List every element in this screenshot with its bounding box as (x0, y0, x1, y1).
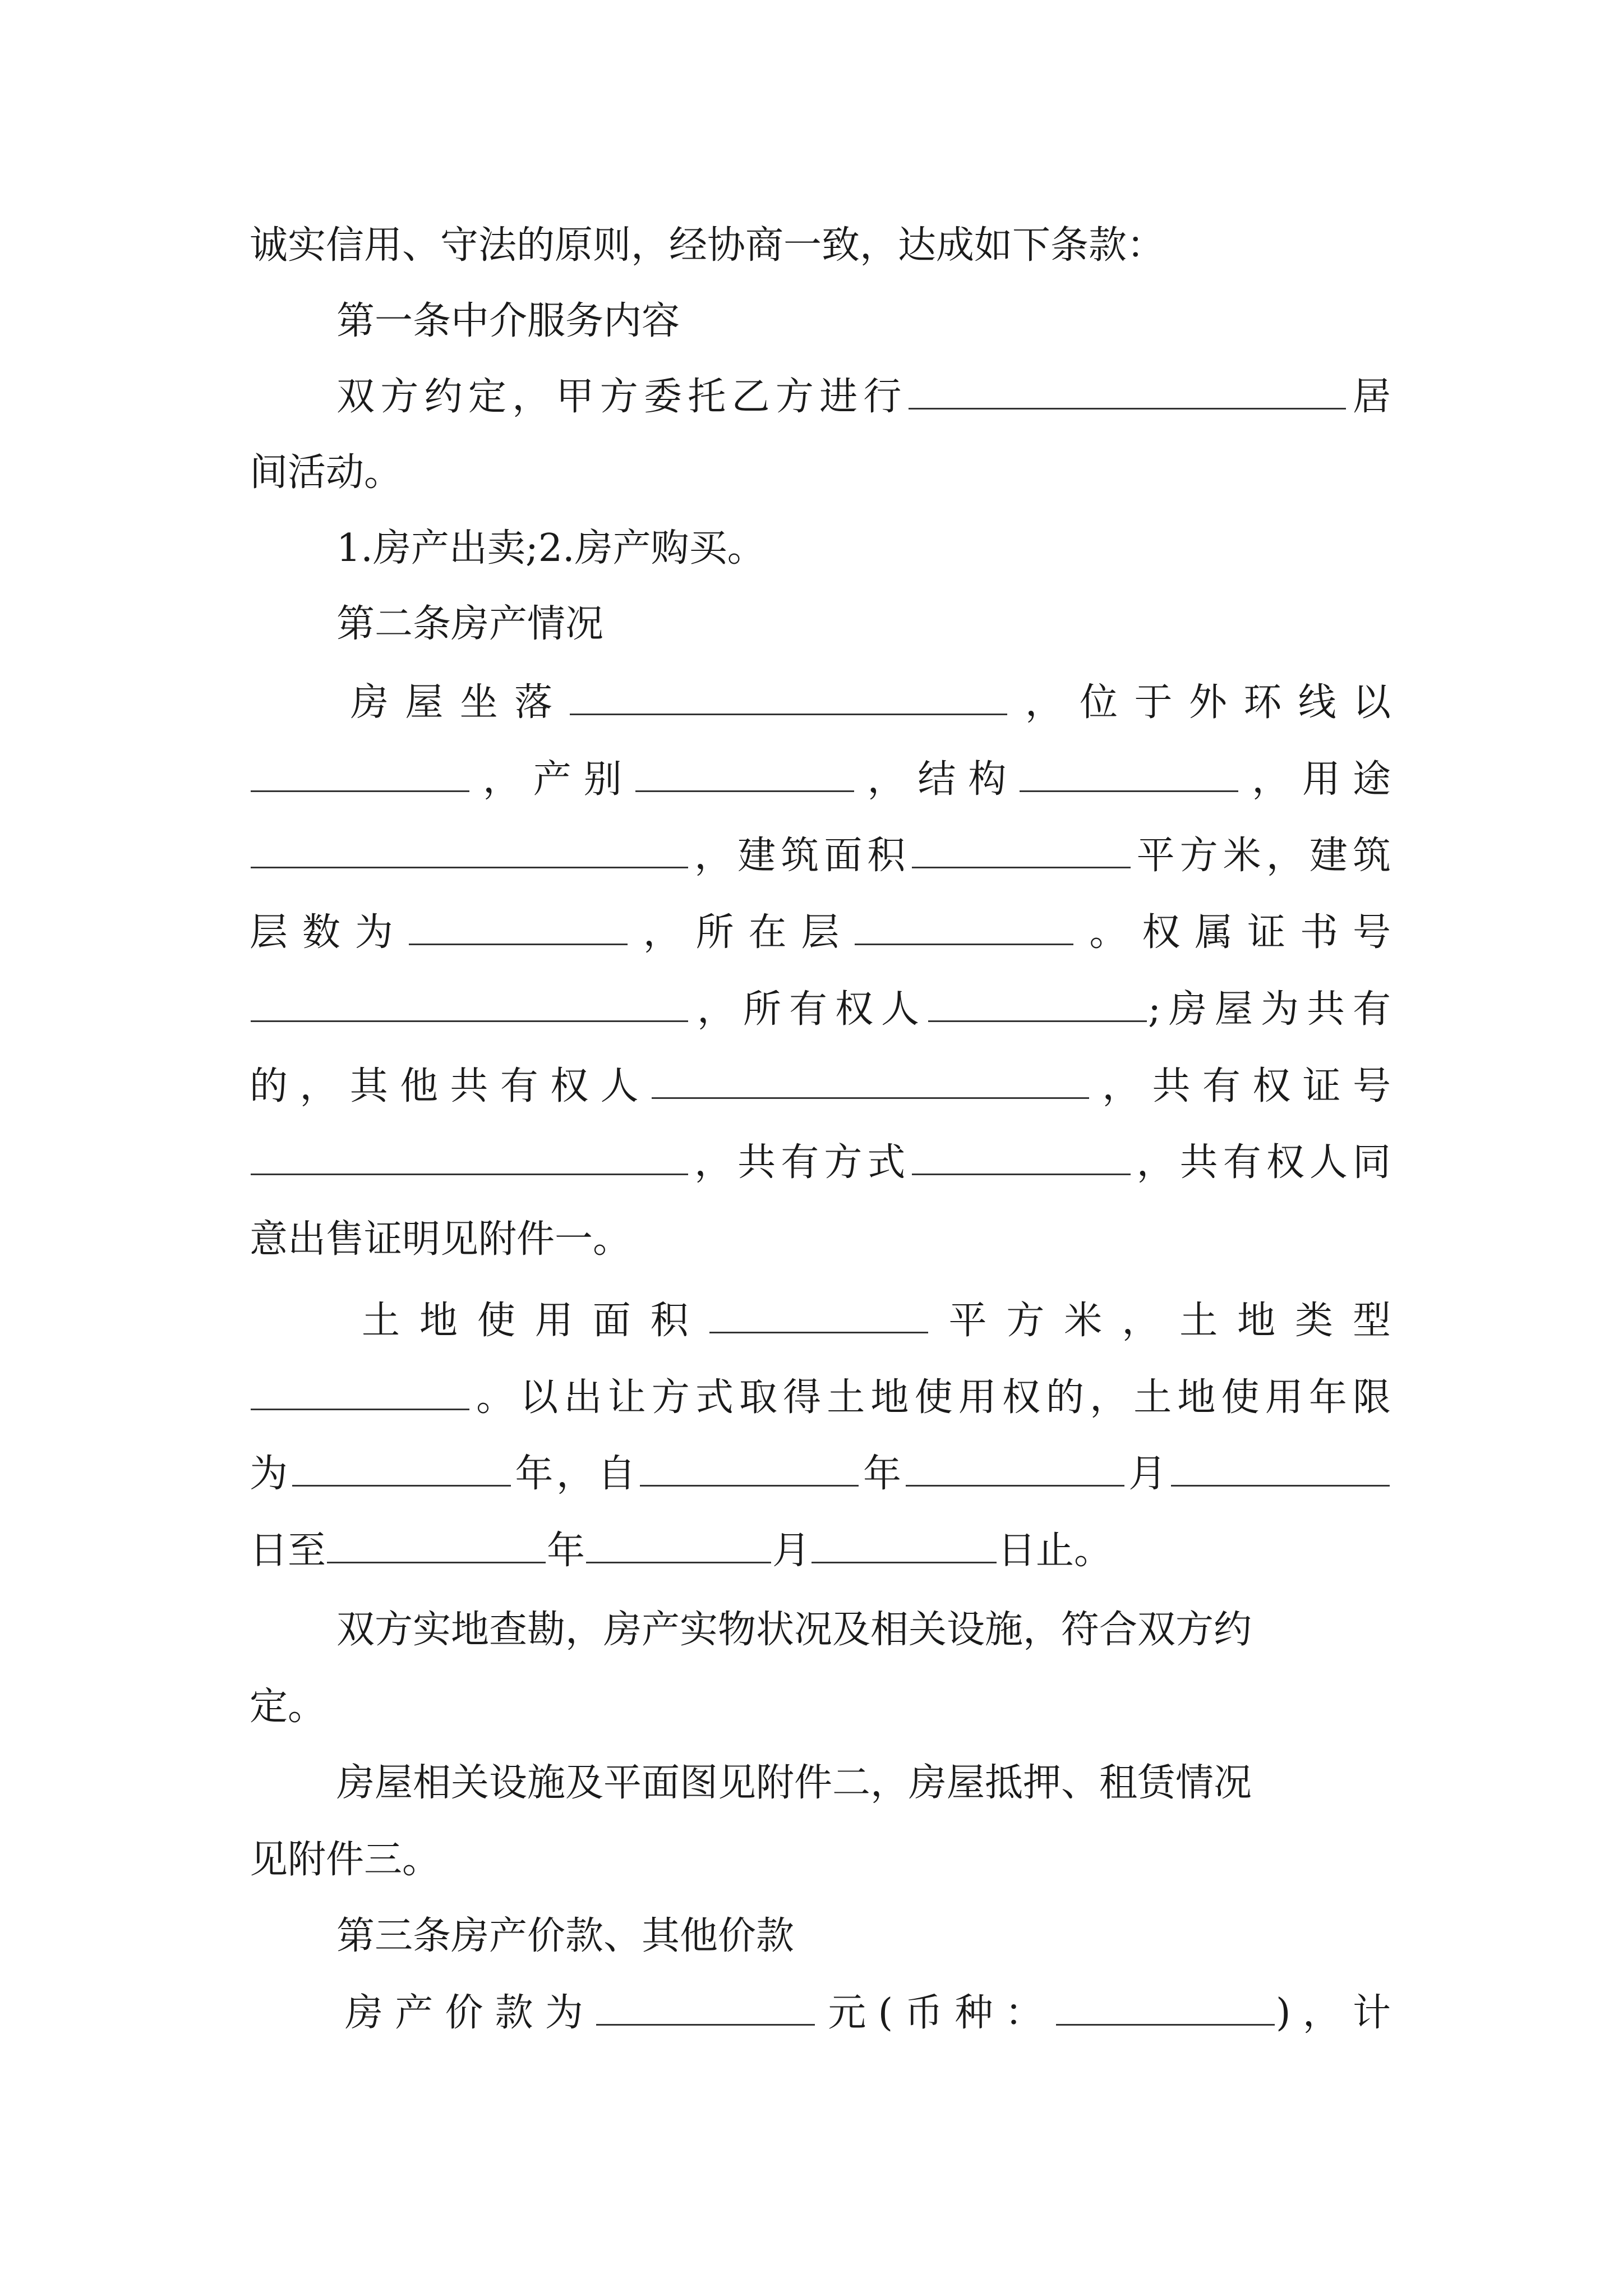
end-year-blank[interactable] (327, 1527, 546, 1563)
property-category-blank[interactable] (635, 756, 854, 792)
land-term-years-blank[interactable] (292, 1451, 511, 1487)
start-day-blank[interactable] (1171, 1451, 1390, 1487)
para-property-floors: 层数为 ，所在层 。权属证书号 (250, 899, 1391, 967)
end-month-blank[interactable] (586, 1527, 771, 1563)
end-day-blank[interactable] (811, 1527, 997, 1563)
heading-article-1: 第一条中介服务内容 (336, 299, 680, 343)
certificate-no-blank[interactable] (251, 986, 688, 1022)
co-ownership-type-blank[interactable] (912, 1139, 1131, 1175)
start-year-blank[interactable] (640, 1451, 859, 1487)
location-blank[interactable] (570, 679, 1007, 715)
para-inspection-cont: 定。 (250, 1685, 326, 1729)
para-property-location: 房屋坐落 ，位于外环线以 (351, 669, 1391, 737)
land-type-blank[interactable] (251, 1374, 469, 1410)
floor-located-blank[interactable] (855, 909, 1073, 945)
para-co-ownership-cont: 意出售证明见附件一。 (250, 1217, 631, 1262)
para-inspection: 双方实地查勘，房产实物状况及相关设施，符合双方约 (336, 1608, 1252, 1652)
para-service-scope-cont: 间活动。 (250, 450, 403, 495)
para-property-area: ，建筑面积 平方米，建筑 (250, 822, 1391, 890)
para-land-term-end: 日至 年 月 日止。 (250, 1517, 1391, 1585)
ring-road-blank[interactable] (251, 756, 469, 792)
para-attachments: 房屋相关设施及平面图见附件二，房屋抵押、租赁情况 (336, 1761, 1252, 1805)
para-property-owner: ，所有权人 ;房屋为共有 (250, 976, 1391, 1043)
price-blank[interactable] (596, 1990, 815, 2026)
para-co-ownership: ，共有方式 ，共有权人同 (250, 1129, 1391, 1197)
structure-blank[interactable] (1020, 756, 1238, 792)
floor-area-blank[interactable] (912, 832, 1131, 868)
para-principles: 诚实信用、守法的原则，经协商一致，达成如下条款： (250, 223, 1165, 268)
co-owner-blank[interactable] (652, 1063, 1089, 1099)
heading-article-2: 第二条房产情况 (336, 602, 604, 646)
para-land-term-start: 为 年，自 年 月 (250, 1441, 1391, 1508)
para-price: 房产价款为 元(币种： )，计 (345, 1980, 1391, 2047)
para-property-type: ，产别 ，结构 ，用途 (250, 746, 1391, 813)
co-ownership-cert-blank[interactable] (251, 1139, 688, 1175)
land-area-blank[interactable] (709, 1297, 928, 1333)
floor-count-blank[interactable] (409, 909, 628, 945)
para-land-area: 土地使用面积 平方米，土地类型 (362, 1287, 1391, 1355)
heading-article-3: 第三条房产价款、其他价款 (336, 1914, 795, 1958)
start-month-blank[interactable] (906, 1451, 1124, 1487)
para-service-scope: 双方约定，甲方委托乙方进行 居 (336, 364, 1391, 431)
para-land-type: 。以出让方式取得土地使用权的，土地使用年限 (250, 1364, 1391, 1432)
currency-blank[interactable] (1056, 1990, 1275, 2026)
owner-blank[interactable] (928, 986, 1147, 1022)
para-options: 1.房产出卖;2.房产购买。 (336, 526, 766, 570)
service-blank[interactable] (909, 374, 1346, 409)
para-co-owners: 的，其他共有权人 ，共有权证号 (250, 1053, 1391, 1120)
para-attachments-cont: 见附件三。 (250, 1838, 441, 1882)
usage-blank[interactable] (251, 832, 688, 868)
